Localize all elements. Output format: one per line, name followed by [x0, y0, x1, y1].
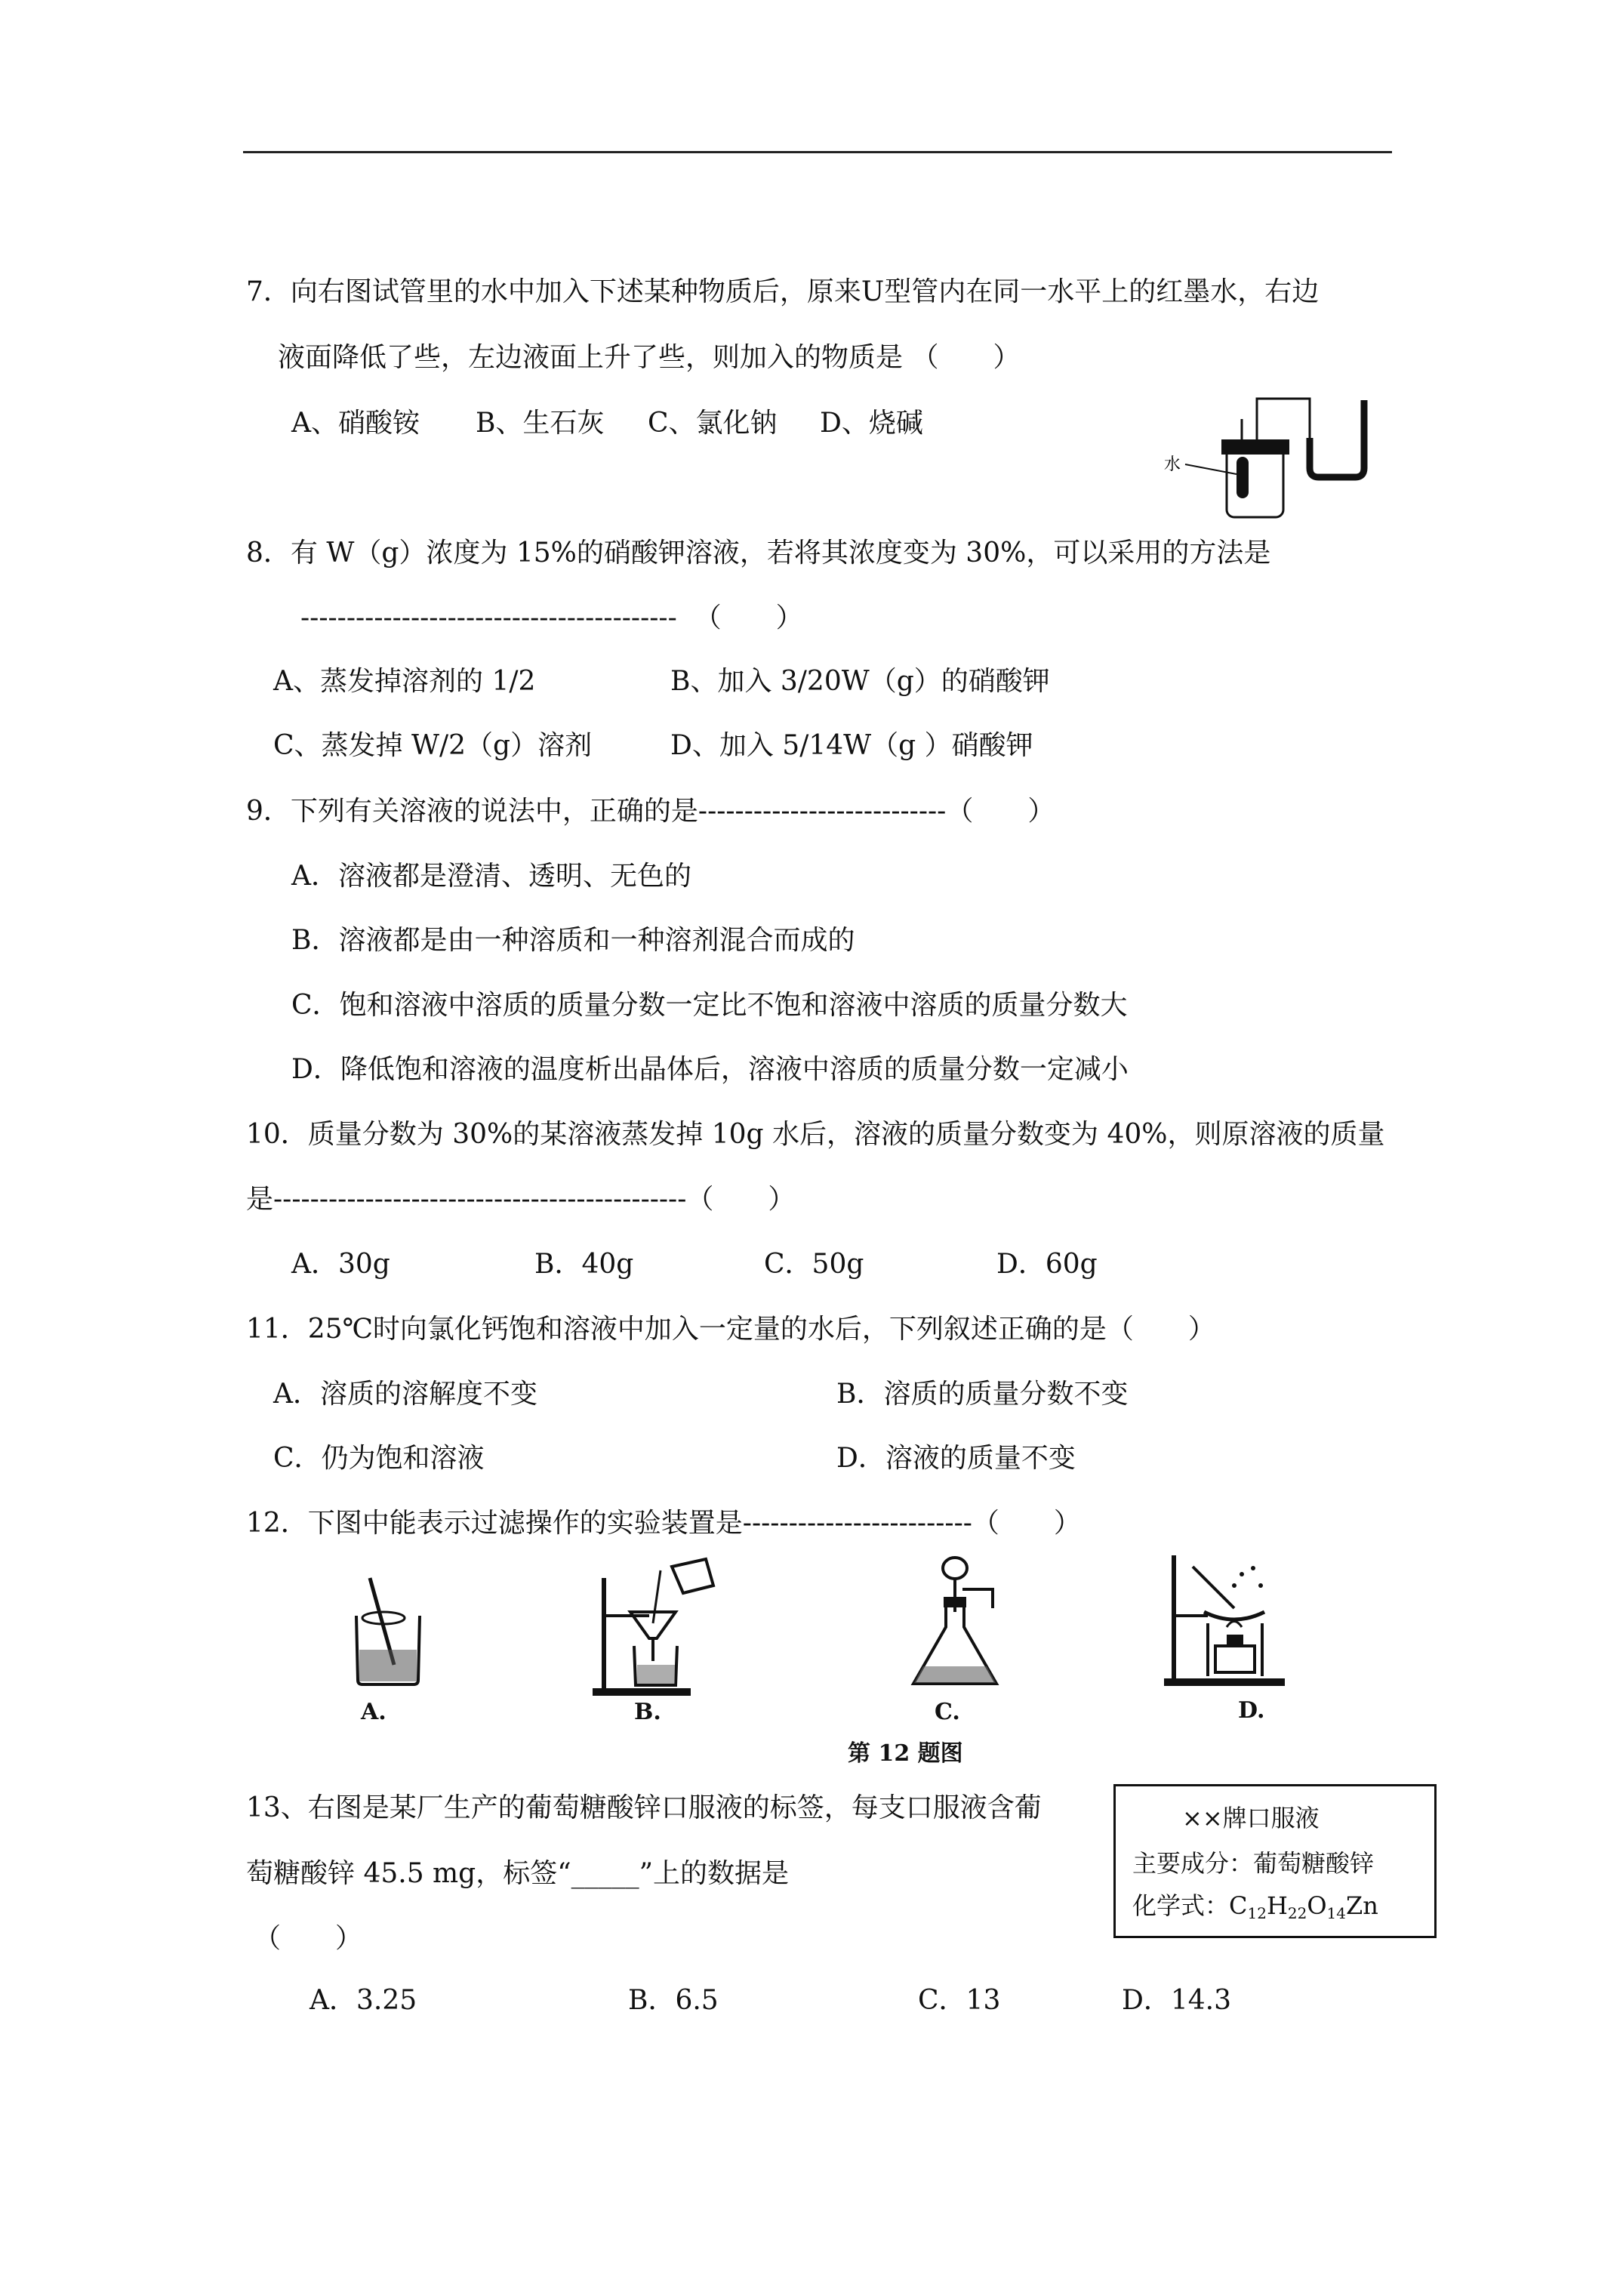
q11-option-c: C．仍为饱和溶液 — [273, 1443, 485, 1474]
q12-figure-d-evaporation — [1163, 1552, 1291, 1687]
q12-label-b: B. — [634, 1699, 661, 1725]
q13-option-a: A．3.25 — [310, 1985, 417, 2016]
q10-line-2: 是---------------------------------------------（ ） — [246, 1184, 796, 1215]
q12-label-d: D. — [1238, 1697, 1265, 1724]
q9-option-b: B．溶液都是由一种溶质和一种溶剂混合而成的 — [291, 925, 855, 956]
q11-option-d: D．溶液的质量不变 — [836, 1443, 1076, 1474]
q9-line-1: 9．下列有关溶液的说法中，正确的是---------------------------（ ） — [246, 796, 1055, 827]
q11-option-b: B．溶质的质量分数不变 — [836, 1379, 1129, 1410]
q11-option-a: A．溶质的溶解度不变 — [273, 1379, 537, 1410]
q13-option-b: B．6.5 — [628, 1985, 719, 2016]
q11-line-1: 11．25℃时向氯化钙饱和溶液中加入一定量的水后，下列叙述正确的是（ ） — [246, 1314, 1215, 1345]
q9-option-a: A．溶液都是澄清、透明、无色的 — [291, 861, 691, 892]
q10-option-d: D．60g — [996, 1249, 1098, 1280]
q9-option-c: C．饱和溶液中溶质的质量分数一定比不饱和溶液中溶质的质量分数大 — [291, 990, 1128, 1021]
q8-option-a: A、蒸发掉溶剂的 1/2 — [273, 666, 536, 697]
q8-option-d: D、加入 5/14W（g ）硝酸钾 — [670, 730, 1033, 761]
q7-line-1: 7．向右图试管里的水中加入下述某种物质后，原来U型管内在同一水平上的红墨水，右边 — [246, 276, 1320, 307]
q10-option-b: B．40g — [534, 1249, 634, 1280]
q8-option-c: C、蒸发掉 W/2（g）溶剂 — [273, 730, 593, 761]
q12-figure-c-flask — [902, 1552, 1015, 1695]
q13-option-d: D．14.3 — [1122, 1985, 1232, 2016]
q12-figure-a-stirring-beaker — [347, 1574, 430, 1687]
q13-formula-text: $C_{12}H_{22}O_{14}Zn$ — [1229, 1891, 1378, 1922]
q12-figure-caption: 第 12 题图 — [848, 1740, 963, 1767]
q13-line-2: 萄糖酸锌 45.5 mg，标签“_____”上的数据是 — [246, 1858, 790, 1889]
q10-option-c: C．50g — [764, 1249, 864, 1280]
q8-line-2: ----------------------------------------- （ ） — [300, 603, 803, 633]
q8-line-1: 8．有 W（g）浓度为 15%的硝酸钾溶液，若将其浓度变为 30%，可以采用的方法是 — [246, 538, 1271, 569]
q7-option-c: C、氯化钠 — [648, 408, 778, 439]
q12-label-c: C. — [935, 1699, 960, 1725]
q13-label-ingredient: 主要成分：葡萄糖酸锌 — [1132, 1849, 1375, 1878]
q13-line-1: 13、右图是某厂生产的葡萄糖酸锌口服液的标签，每支口服液含葡 — [246, 1792, 1042, 1823]
q7-water-label: 水 — [1164, 455, 1181, 474]
q10-option-a: A．30g — [291, 1249, 390, 1280]
q13-option-c: C．13 — [918, 1985, 1001, 2016]
q13-label-title: ××牌口服液 — [1182, 1804, 1320, 1832]
q12-figure-b-filtration — [589, 1555, 740, 1699]
q12-label-a: A. — [361, 1699, 387, 1725]
q10-line-1: 10．质量分数为 30%的某溶液蒸发掉 10g 水后，溶液的质量分数变为 40%，则原溶液的质量 — [246, 1119, 1385, 1150]
q7-line-2: 液面降低了些，左边液面上升了些，则加入的物质是 （ ） — [278, 342, 1021, 373]
q7-option-b: B、生石灰 — [476, 408, 605, 439]
q13-line-3: （ ） — [254, 1923, 363, 1954]
q13-label-formula: 化学式：$C_{12}H_{22}O_{14}Zn$ — [1132, 1891, 1378, 1922]
header-rule — [243, 151, 1392, 153]
q7-test-tube-figure — [1163, 393, 1404, 521]
q8-option-b: B、加入 3/20W（g）的硝酸钾 — [670, 666, 1050, 697]
q7-option-d: D、烧碱 — [820, 408, 923, 439]
q12-line-1: 12．下图中能表示过滤操作的实验装置是-------------------------（ ） — [246, 1508, 1081, 1539]
q7-option-a: A、硝酸铵 — [291, 408, 420, 439]
q9-option-d: D．降低饱和溶液的温度析出晶体后，溶液中溶质的质量分数一定减小 — [291, 1054, 1129, 1085]
q13-product-label — [1113, 1784, 1437, 1938]
